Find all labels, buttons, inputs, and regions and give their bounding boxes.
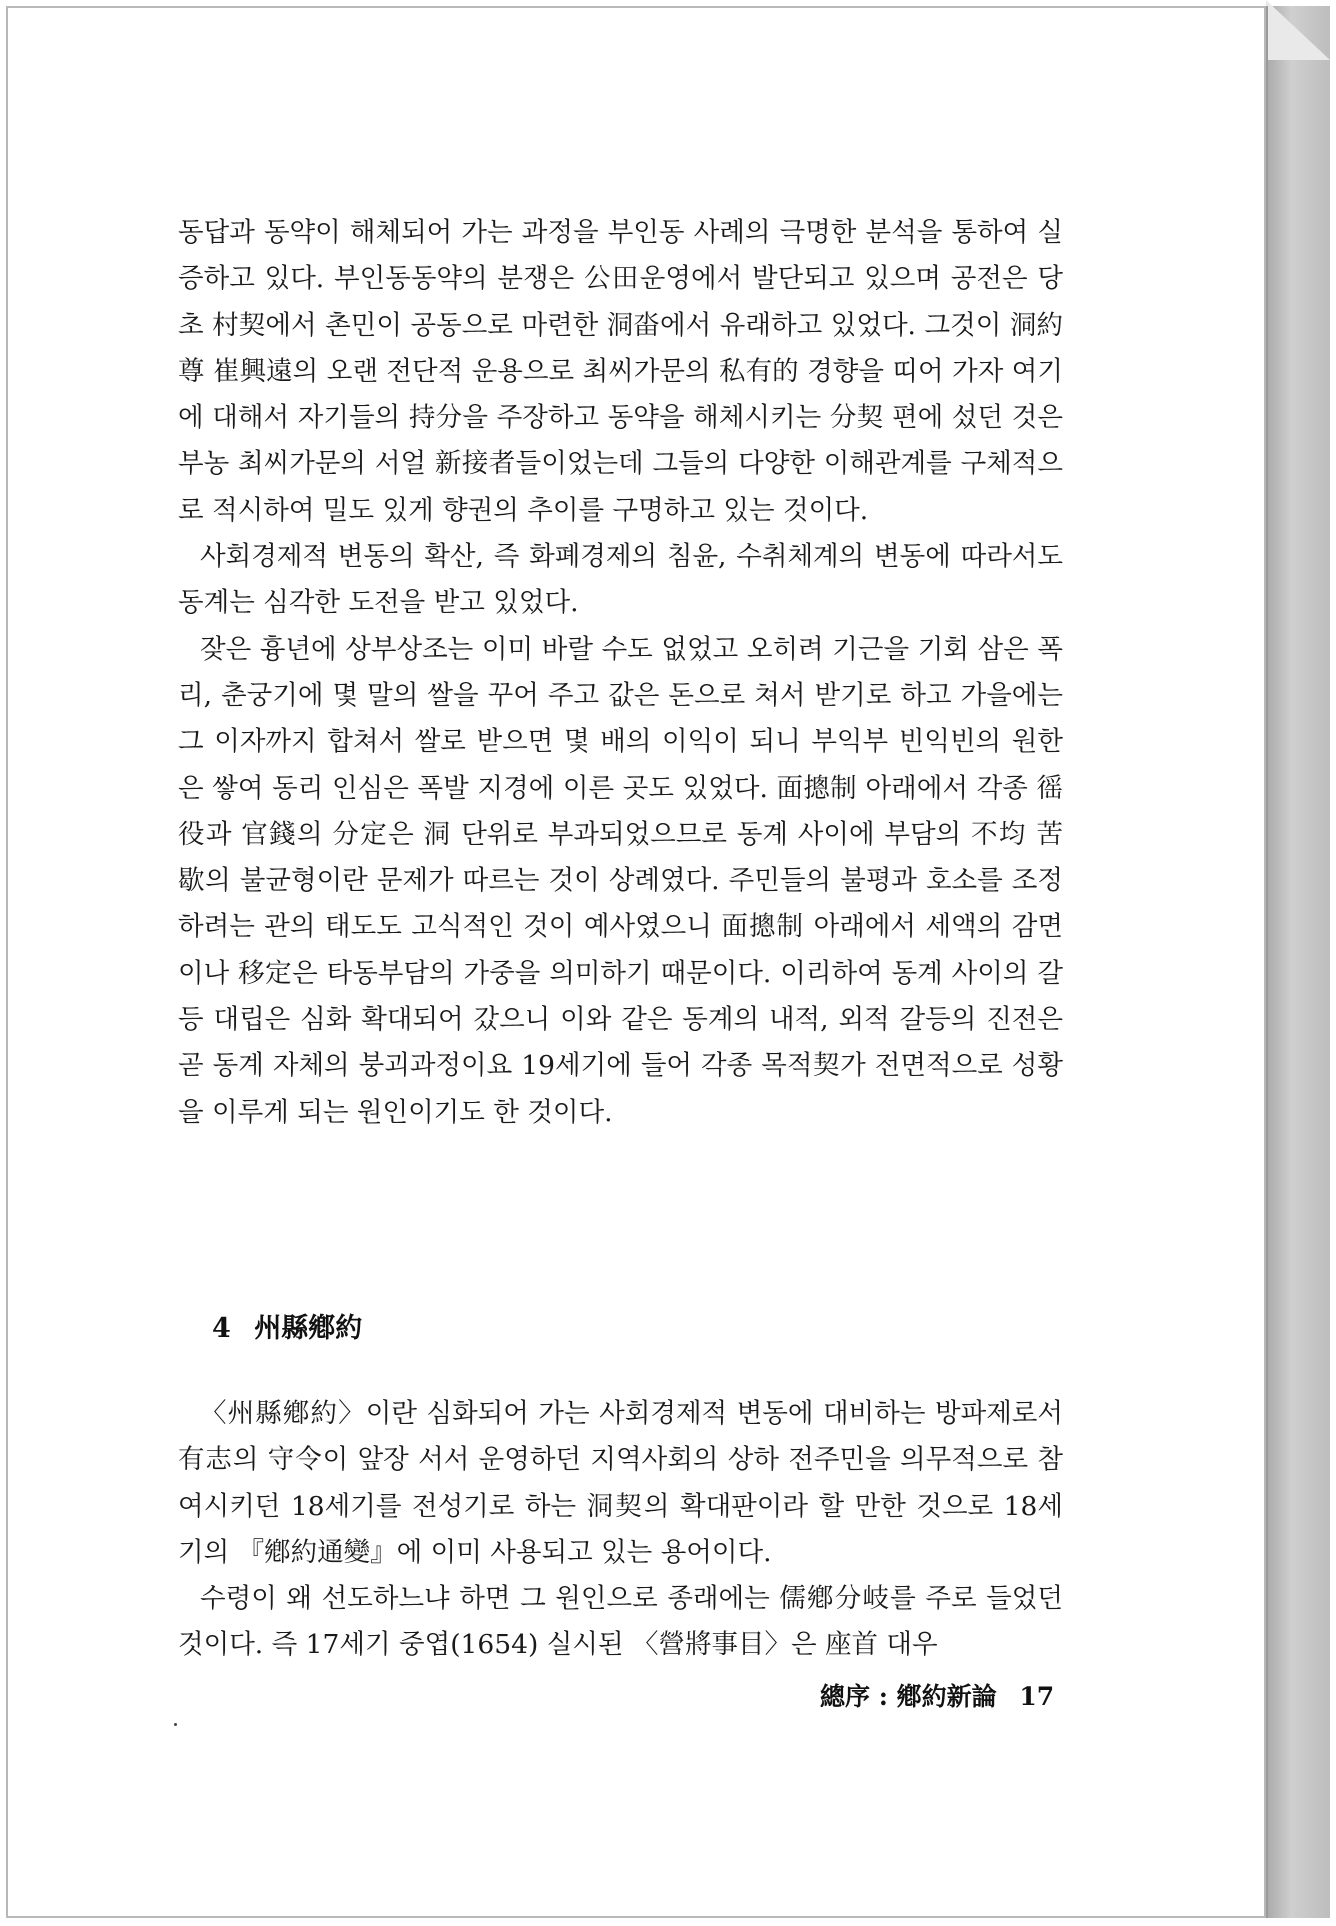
running-footer bbox=[820, 1677, 1054, 1713]
body-text-upper bbox=[178, 210, 1063, 1136]
scan-speck bbox=[174, 1723, 177, 1726]
section-heading bbox=[212, 1306, 362, 1345]
running-title: 總序 : 鄕約新論 bbox=[820, 1682, 997, 1711]
paragraph-socioeconomic-change: 사회경제적 변동의 확산, 즉 화폐경제의 침윤, 수취체계의 변동에 따라서도 동계는 심각한 도전을 받고 있었다. bbox=[178, 541, 1063, 619]
section-title: 州縣鄕約 bbox=[254, 1313, 363, 1344]
section-number: 4 bbox=[212, 1313, 231, 1344]
paragraph-magistrate-role: 수령이 왜 선도하느냐 하면 그 원인으로 종래에는 儒鄕分岐를 주로 들었던 것이다. 즉 17세기 중엽(1654) 실시된 〈營將事目〉은 座首 대우 bbox=[178, 1583, 1063, 1661]
paragraph-juhyeon-hyangyak: 〈州縣鄕約〉이란 심화되어 가는 사회경제적 변동에 대비하는 방파제로서 有志의 守令이 앞장 서서 운영하던 지역사회의 상하 전주민을 의무적으로 참여시키던 18세기를 전성기로 하는 洞契의 확대판이라 할 만한 것으로 18세기의 『鄕約通變』에 이미 사용되고 있는 용어이다. bbox=[178, 1398, 1063, 1568]
paragraph-famine-conflict: 잦은 흉년에 상부상조는 이미 바랄 수도 없었고 오히려 기근을 기회 삼은 폭리, 춘궁기에 몇 말의 쌀을 꾸어 주고 값은 돈으로 쳐서 받기로 하고 가을에는 그 이자까지 합쳐서 쌀로 받으면 몇 배의 이익이 되니 부익부 빈익빈의 원한은 쌓여 동리 인심은 폭발 지경에 이른 곳도 있었다. 面摠制 아래에서 각종 徭役과 官錢의 分定은 洞 단위로 부과되었으므로 동계 사이에 부담의 不均 苦歇의 불균형이란 문제가 따르는 것이 상례였다. 주민들의 불평과 호소를 조정하려는 관의 태도도 고식적인 것이 예사였으니 面摠制 아래에서 세액의 감면이나 移定은 타동부담의 가중을 의미하기 때문이다. 이리하여 동계 사이의 갈등 대립은 심화 확대되어 갔으니 이와 같은 동계의 내적, 외적 갈등의 진전은 곧 동계 자체의 붕괴과정이요 19세기에 들어 각종 목적契가 전면적으로 성황을 이루게 되는 원인이기도 한 것이다. bbox=[178, 633, 1063, 1128]
book-spine-top bbox=[1266, 0, 1330, 60]
paragraph-bunindong-analysis: 동답과 동약이 해체되어 가는 과정을 부인동 사례의 극명한 분석을 통하여 실증하고 있다. 부인동동약의 분쟁은 公田운영에서 발단되고 있으며 공전은 당초 村契에서 촌민이 공동으로 마련한 洞畓에서 유래하고 있었다. 그것이 洞約尊 崔興遠의 오랜 전단적 운용으로 최씨가문의 私有的 경향을 띠어 가자 여기에 대해서 자기들의 持分을 주장하고 동약을 해체시키는 分契 편에 섰던 것은 부농 최씨가문의 서얼 新接者들이었는데 그들의 다양한 이해관계를 구체적으로 적시하여 밀도 있게 향권의 추이를 구명하고 있는 것이다. bbox=[178, 217, 1063, 526]
book-spine-edge bbox=[1266, 6, 1330, 1918]
page-number: 17 bbox=[1019, 1682, 1055, 1711]
body-text-lower bbox=[178, 1391, 1063, 1669]
page-binding-line bbox=[1266, 6, 1268, 1918]
